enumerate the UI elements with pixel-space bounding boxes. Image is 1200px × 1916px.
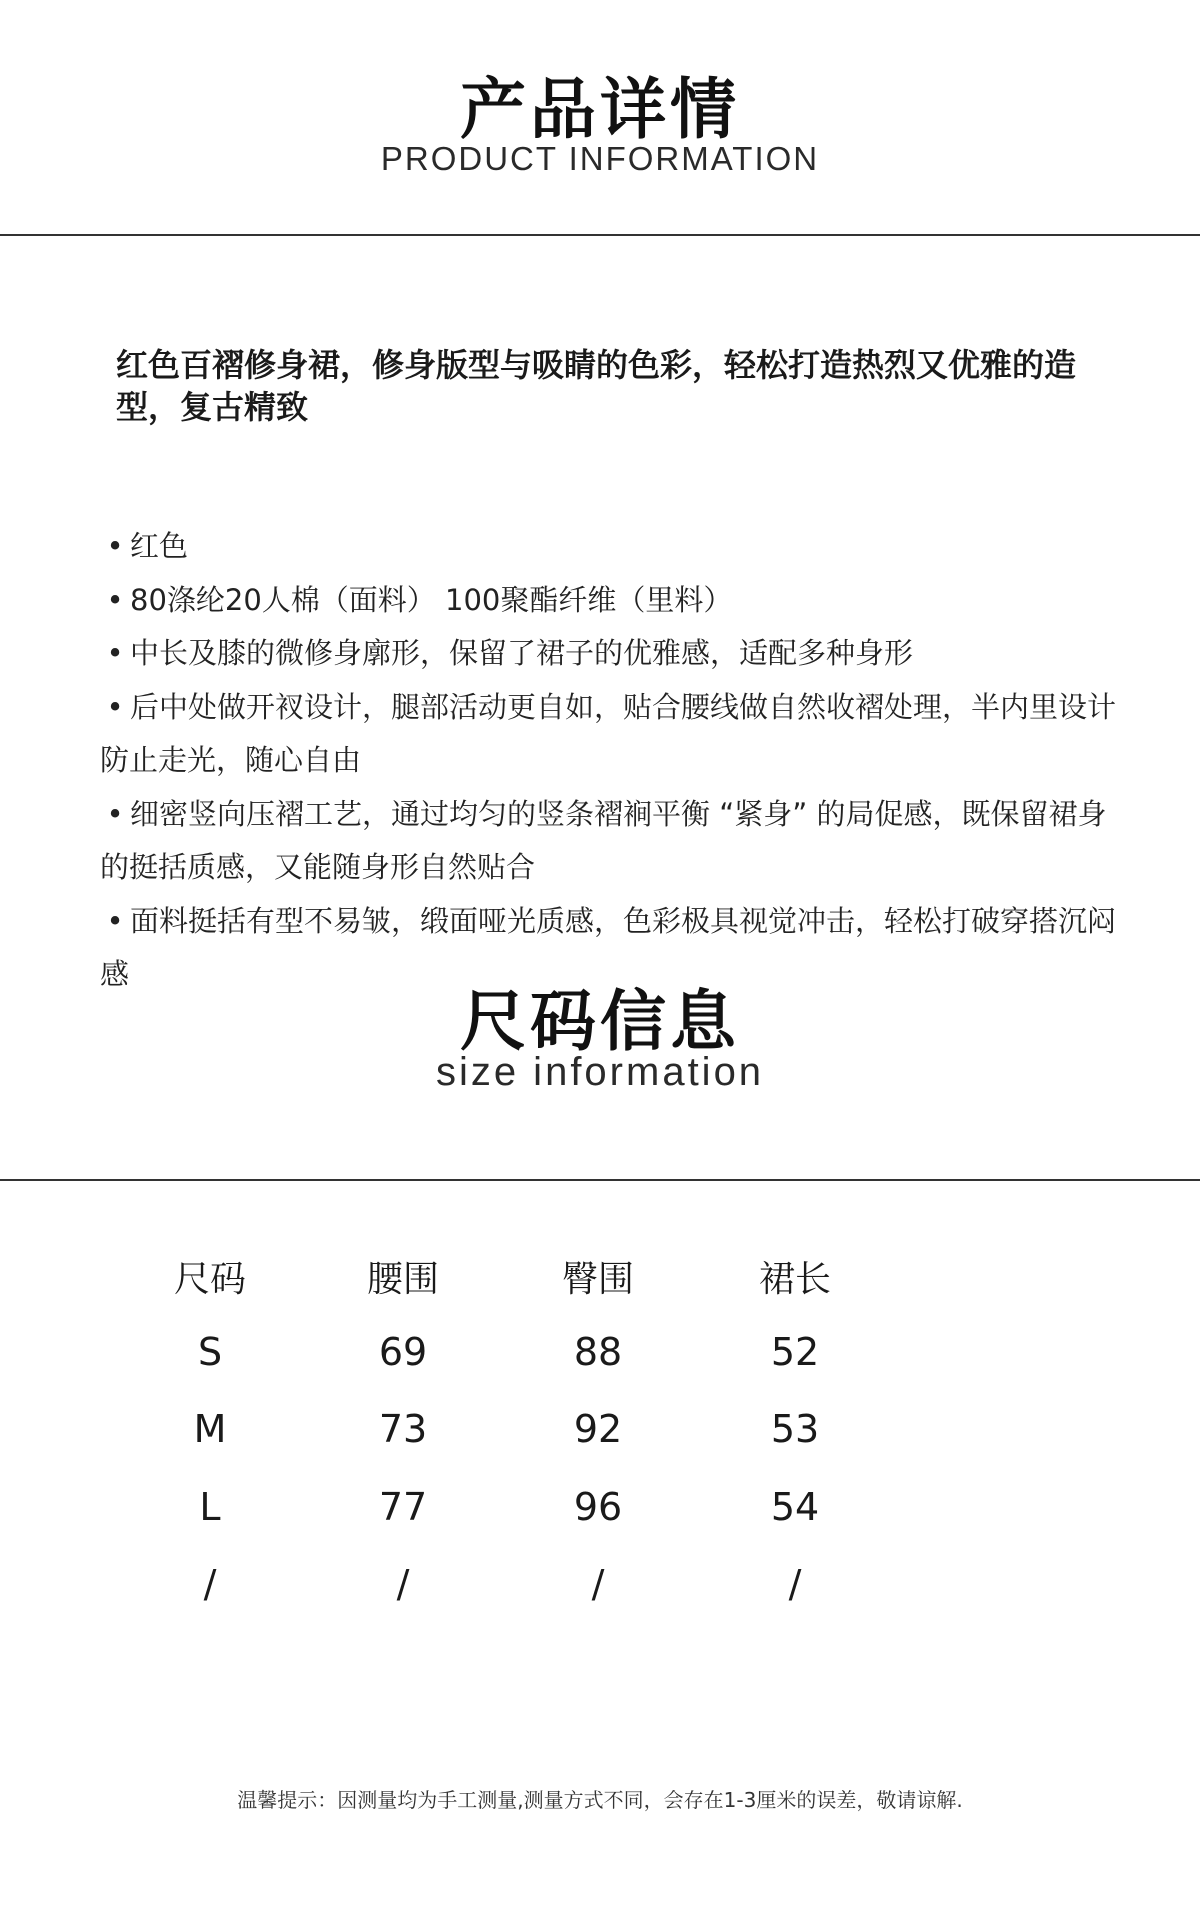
size-info-title-en: size information [435,1050,765,1094]
hip-column-header: 臀围 [561,1259,634,1300]
feature-item [100,574,1120,628]
table-cell: S [197,1330,223,1374]
table-cell: / [396,1562,410,1606]
table-cell: 96 [573,1485,623,1529]
table-cell: 53 [770,1407,820,1451]
table-cell: 54 [770,1485,820,1529]
size-info-title-cn: 尺码信息 [460,983,740,1060]
product-info-title-cn: 产品详情 [460,71,740,148]
table-cell: / [788,1562,802,1606]
section-divider [0,234,1200,236]
measurement-notice: 温馨提示：因测量均为手工测量,测量方式不同，会存在1-3厘米的误差，敬请谅解. [237,1788,963,1812]
waist-column-header: 腰围 [366,1259,439,1300]
table-cell: 69 [378,1330,428,1374]
table-cell: M [193,1407,227,1451]
bullet-icon: • [106,582,124,617]
feature-item [100,681,1120,788]
feature-text: 红色 [130,529,189,563]
feature-item [100,627,1120,681]
feature-text: 面料挺括有型不易皱，缎面哑光质感，色彩极具视觉冲击，轻松打破穿搭沉闷感 [100,903,1117,991]
bullet-icon: • [106,796,124,831]
product-intro-text: 红色百褶修身裙，修身版型与吸睛的色彩，轻松打造热烈又优雅的造型，复古精致 [116,346,1077,426]
bullet-icon: • [106,903,124,938]
feature-text: 80涤纶20人棉（面料） 100聚酯纤维（里料） [130,582,733,617]
table-cell: 52 [770,1330,820,1374]
table-cell: / [203,1562,217,1606]
table-cell: 88 [573,1330,623,1374]
feature-text: 中长及膝的微修身廓形，保留了裙子的优雅感，适配多种身形 [130,636,914,670]
feature-text: 后中处做开衩设计，腿部活动更自如，贴合腰线做自然收褶处理，半内里设计防止走光，随心自由 [100,689,1117,777]
length-column-header: 裙长 [758,1259,831,1300]
table-cell: 77 [378,1485,428,1529]
feature-text: 细密竖向压褶工艺，通过均匀的竖条褶裥平衡 “紧身” 的局促感，既保留裙身的挺括质感，又能随身形自然贴合 [100,796,1107,884]
feature-item [100,520,1120,574]
feature-item [100,788,1120,895]
bullet-icon: • [106,636,124,670]
size-column-header: 尺码 [173,1259,246,1300]
table-cell: L [199,1485,221,1529]
product-info-title-en: PRODUCT INFORMATION [380,140,820,177]
section-divider [0,1179,1200,1181]
table-cell: / [591,1562,605,1606]
table-cell: 92 [573,1407,623,1451]
feature-list [100,520,1120,1002]
table-cell: 73 [378,1407,428,1451]
bullet-icon: • [106,689,124,724]
bullet-icon: • [106,529,124,563]
